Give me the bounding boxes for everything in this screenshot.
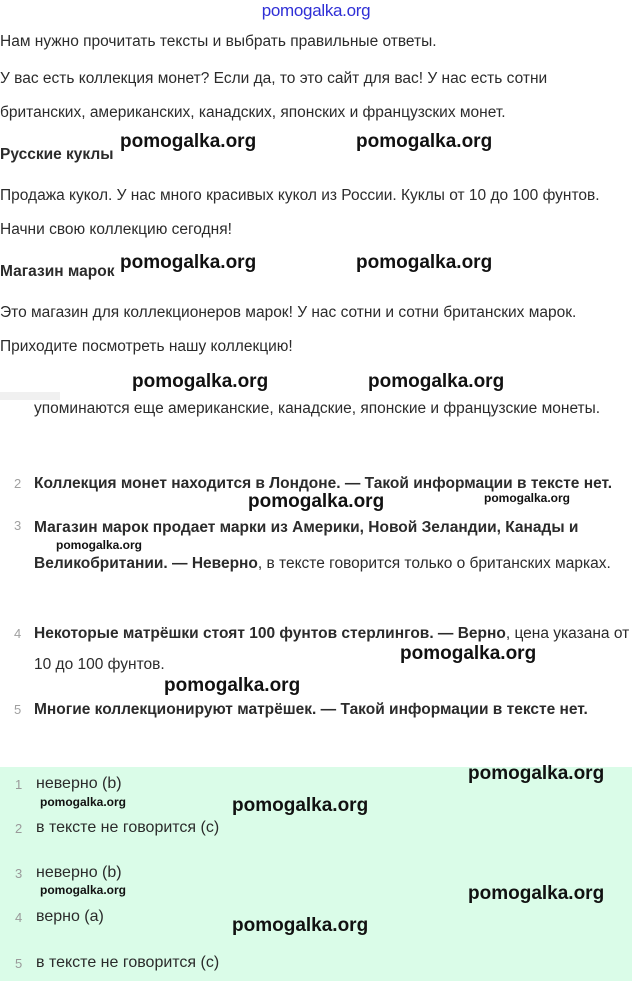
watermark: pomogalka.org	[56, 538, 143, 552]
item-statement: Многие коллекционируют матрёшек. — Такой информации в тексте нет.	[34, 701, 588, 718]
watermark: pomogalka.org	[248, 491, 385, 512]
explanation-continued: упоминаются еще американские, канадские, японские и французские монеты.	[34, 400, 601, 417]
stamps-title: Магазин марок	[0, 263, 115, 280]
answer-text: в тексте не говорится (c)	[36, 819, 220, 836]
item-number: 2	[14, 476, 22, 491]
watermark: pomogalka.org	[120, 252, 257, 273]
watermark: pomogalka.org	[120, 131, 257, 152]
watermark: pomogalka.org	[40, 883, 127, 897]
watermark: pomogalka.org	[40, 795, 127, 809]
intro-text: Нам нужно прочитать тексты и выбрать правильные ответы.	[0, 33, 437, 50]
watermark: pomogalka.org	[132, 371, 269, 392]
watermark: pomogalka.org	[232, 795, 369, 816]
item-rest: , в тексте говорится только о британских марках.	[257, 555, 611, 572]
item-number: 4	[14, 626, 22, 641]
watermark: pomogalka.org	[356, 131, 493, 152]
watermark: pomogalka.org	[368, 371, 505, 392]
site-header-link[interactable]: pomogalka.org	[261, 1, 371, 20]
watermark: pomogalka.org	[164, 675, 301, 696]
answer-number: 4	[15, 910, 23, 925]
stamps-text: Это магазин для коллекционеров марок! У нас сотни и сотни британских марок. Приходите посмотреть нашу коллекцию!	[0, 304, 577, 355]
item-statement: Магазин марок продает марки из Америки, Новой Зеландии, Канады и Великобритании. — Неверно	[34, 519, 579, 572]
watermark: pomogalka.org	[356, 252, 493, 273]
item-statement: Некоторые матрёшки стоят 100 фунтов стерлингов. — Верно	[34, 625, 506, 642]
dolls-title: Русские куклы	[0, 146, 114, 163]
answer-number: 3	[15, 866, 23, 881]
answer-number: 1	[15, 777, 23, 792]
item-number: 3	[14, 518, 22, 533]
watermark: pomogalka.org	[484, 491, 571, 505]
item-number: 5	[14, 702, 22, 717]
item-statement: Коллекция монет находится в Лондоне. — Такой информации в тексте нет.	[34, 475, 613, 492]
coins-text: У вас есть коллекция монет? Если да, то это сайт для вас! У нас есть сотни британских, американских, канадских, японских и французских монет.	[0, 70, 548, 121]
watermark: pomogalka.org	[468, 763, 605, 784]
answer-number: 2	[15, 821, 23, 836]
dolls-text: Продажа кукол. У нас много красивых кукол из России. Куклы от 10 до 100 фунтов. Начни свою коллекцию сегодня!	[0, 187, 600, 238]
answer-text: неверно (b)	[36, 864, 122, 881]
watermark: pomogalka.org	[232, 915, 369, 936]
answer-text: верно (a)	[36, 908, 104, 925]
item-rest: , цена указана от 10 до 100 фунтов.	[34, 625, 630, 673]
watermark: pomogalka.org	[400, 643, 537, 664]
watermark: pomogalka.org	[468, 883, 605, 904]
answer-number: 5	[15, 956, 23, 971]
answer-text: в тексте не говорится (c)	[36, 954, 220, 971]
answer-text: неверно (b)	[36, 775, 122, 792]
